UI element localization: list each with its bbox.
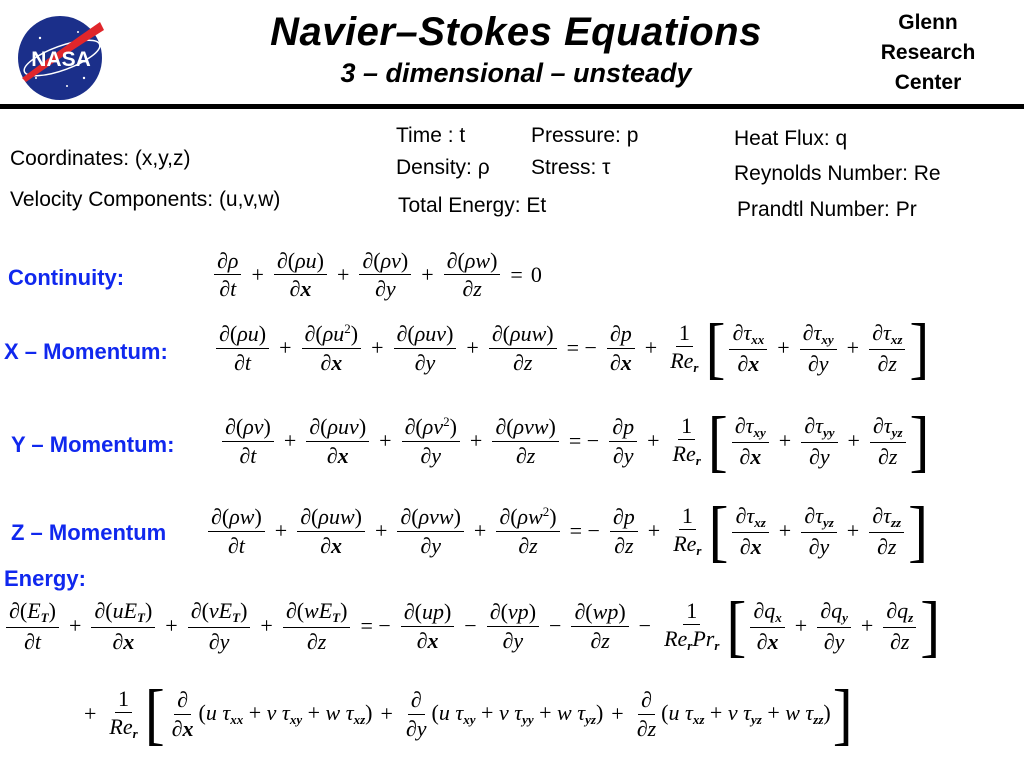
center-name	[862, 8, 994, 98]
center-line: Research	[880, 41, 976, 64]
label-continuity: Continuity:	[8, 265, 125, 290]
legend-prandtl: Prandtl Number: Pr	[737, 198, 917, 221]
legend-velocity: Velocity Components: (u,v,w)	[10, 188, 281, 211]
legend-reynolds: Reynolds Number: Re	[734, 162, 941, 185]
svg-text:NASA: NASA	[31, 48, 91, 71]
legend-time: Time : t	[396, 124, 466, 147]
equation-energy-line-2: + $\frac{1}{Re_r}$ [ $\frac{\partial}{\partial x}$ (u $\tau_{xx} + v$ $\tau_{xy} + w$ $\tau_{xz}$) + $\frac{\partial}{\partial y}$ (u $\tau_{xy} + v$ $\tau_{yy} + w$ $\tau_{yz}$) + $\frac{\partial}{\partial z}$ (u $\tau_{xz} + v$ $\tau_{yz} + w$ $\tau_{zz}$) ]	[84, 676, 853, 752]
legend-density: Density: ρ	[396, 156, 490, 179]
header-divider	[0, 104, 1024, 109]
center-line: Glenn	[898, 11, 958, 34]
legend-pressure: Pressure: p	[531, 124, 639, 147]
label-energy: Energy:	[4, 566, 86, 591]
legend-coordinates: Coordinates: (x,y,z)	[10, 147, 191, 170]
label-x-momentum: X – Momentum:	[4, 339, 168, 364]
legend-total-energy: Total Energy: Et	[398, 194, 547, 217]
center-line: Center	[894, 71, 962, 94]
label-y-momentum: Y – Momentum:	[11, 432, 175, 457]
legend-stress: Stress: τ	[531, 156, 611, 179]
equation-z-momentum: $\frac{\partial(\rho w)}{\partial t}$ + $\frac{\text{∂(ρuw)}}{\partial x}$ + $\frac{\text{∂(ρvw)}}{\partial y}$ + $\frac{\partial(\rho w^2)}{\partial z}$ = − $\frac{\partial p}{\partial z}$ + $\frac{1}{Re_r}$ [ $\frac{\partial\tau_{xz}}{\partial x}$ + $\frac{\partial\tau_{yz}}{\partial y}$ + $\frac{\partial\tau_{zz}}{\partial z}$ ]	[206, 501, 930, 561]
page-title: Navier–Stokes Equations	[270, 10, 762, 54]
page-subtitle: 3 – dimensional – unsteady	[340, 58, 692, 88]
label-z-momentum: Z – Momentum	[11, 520, 167, 545]
equation-x-momentum: $\frac{\partial(\rho u)}{\partial t}$ + $\frac{\partial(\rho u^2)}{\partial x}$ + $\frac{\text{∂(ρuv)}}{\partial y}$ + $\frac{\text{∂(ρuw)}}{\partial z}$ = − $\frac{\partial p}{\partial x}$ + $\frac{1}{Re_r}$ [ $\frac{\partial\tau_{xx}}{\partial x}$ + $\frac{\partial\tau_{xy}}{\partial y}$ + $\frac{\partial\tau_{xz}}{\partial z}$ ]	[214, 318, 931, 378]
equation-y-momentum: $\frac{\partial(\rho v)}{\partial t}$ + $\frac{\text{∂(ρuv)}}{\partial x}$ + $\frac{\partial(\rho v^2)}{\partial y}$ + $\frac{\text{∂(ρvw)}}{\partial z}$ = − $\frac{\partial p}{\partial y}$ + $\frac{1}{Re_r}$ [ $\frac{\partial\tau_{xy}}{\partial x}$ + $\frac{\partial\tau_{yy}}{\partial y}$ + $\frac{\partial\tau_{yz}}{\partial z}$ ]	[220, 411, 932, 471]
equation-energy-line-1: $\frac{\partial(E_T)}{\partial t}$ + $\frac{\partial(uE_T)}{\partial x}$ + $\frac{\partial(vE_T)}{\partial y}$ + $\frac{\partial(wE_T)}{\partial z}$ = − $\frac{\partial(up)}{\partial x}$ − $\frac{\partial(vp)}{\partial y}$ − $\frac{\partial(wp)}{\partial z}$ − $\frac{1}{Re_rPr_r}$ [ $\frac{\partial q_x}{\partial x}$ + $\frac{\partial q_y}{\partial y}$ + $\frac{\partial q_z}{\partial z}$ ]	[4, 596, 942, 656]
equation-continuity: $\frac{\partial\rho}{\partial t}$ + $\frac{\partial(\rho u)}{\partial x}$ + $\frac{\partial(\rho v)}{\partial y}$ + $\frac{\partial(\rho w)}{\partial z}$ = 0	[212, 248, 542, 300]
legend-heat-flux: Heat Flux: q	[734, 127, 848, 150]
